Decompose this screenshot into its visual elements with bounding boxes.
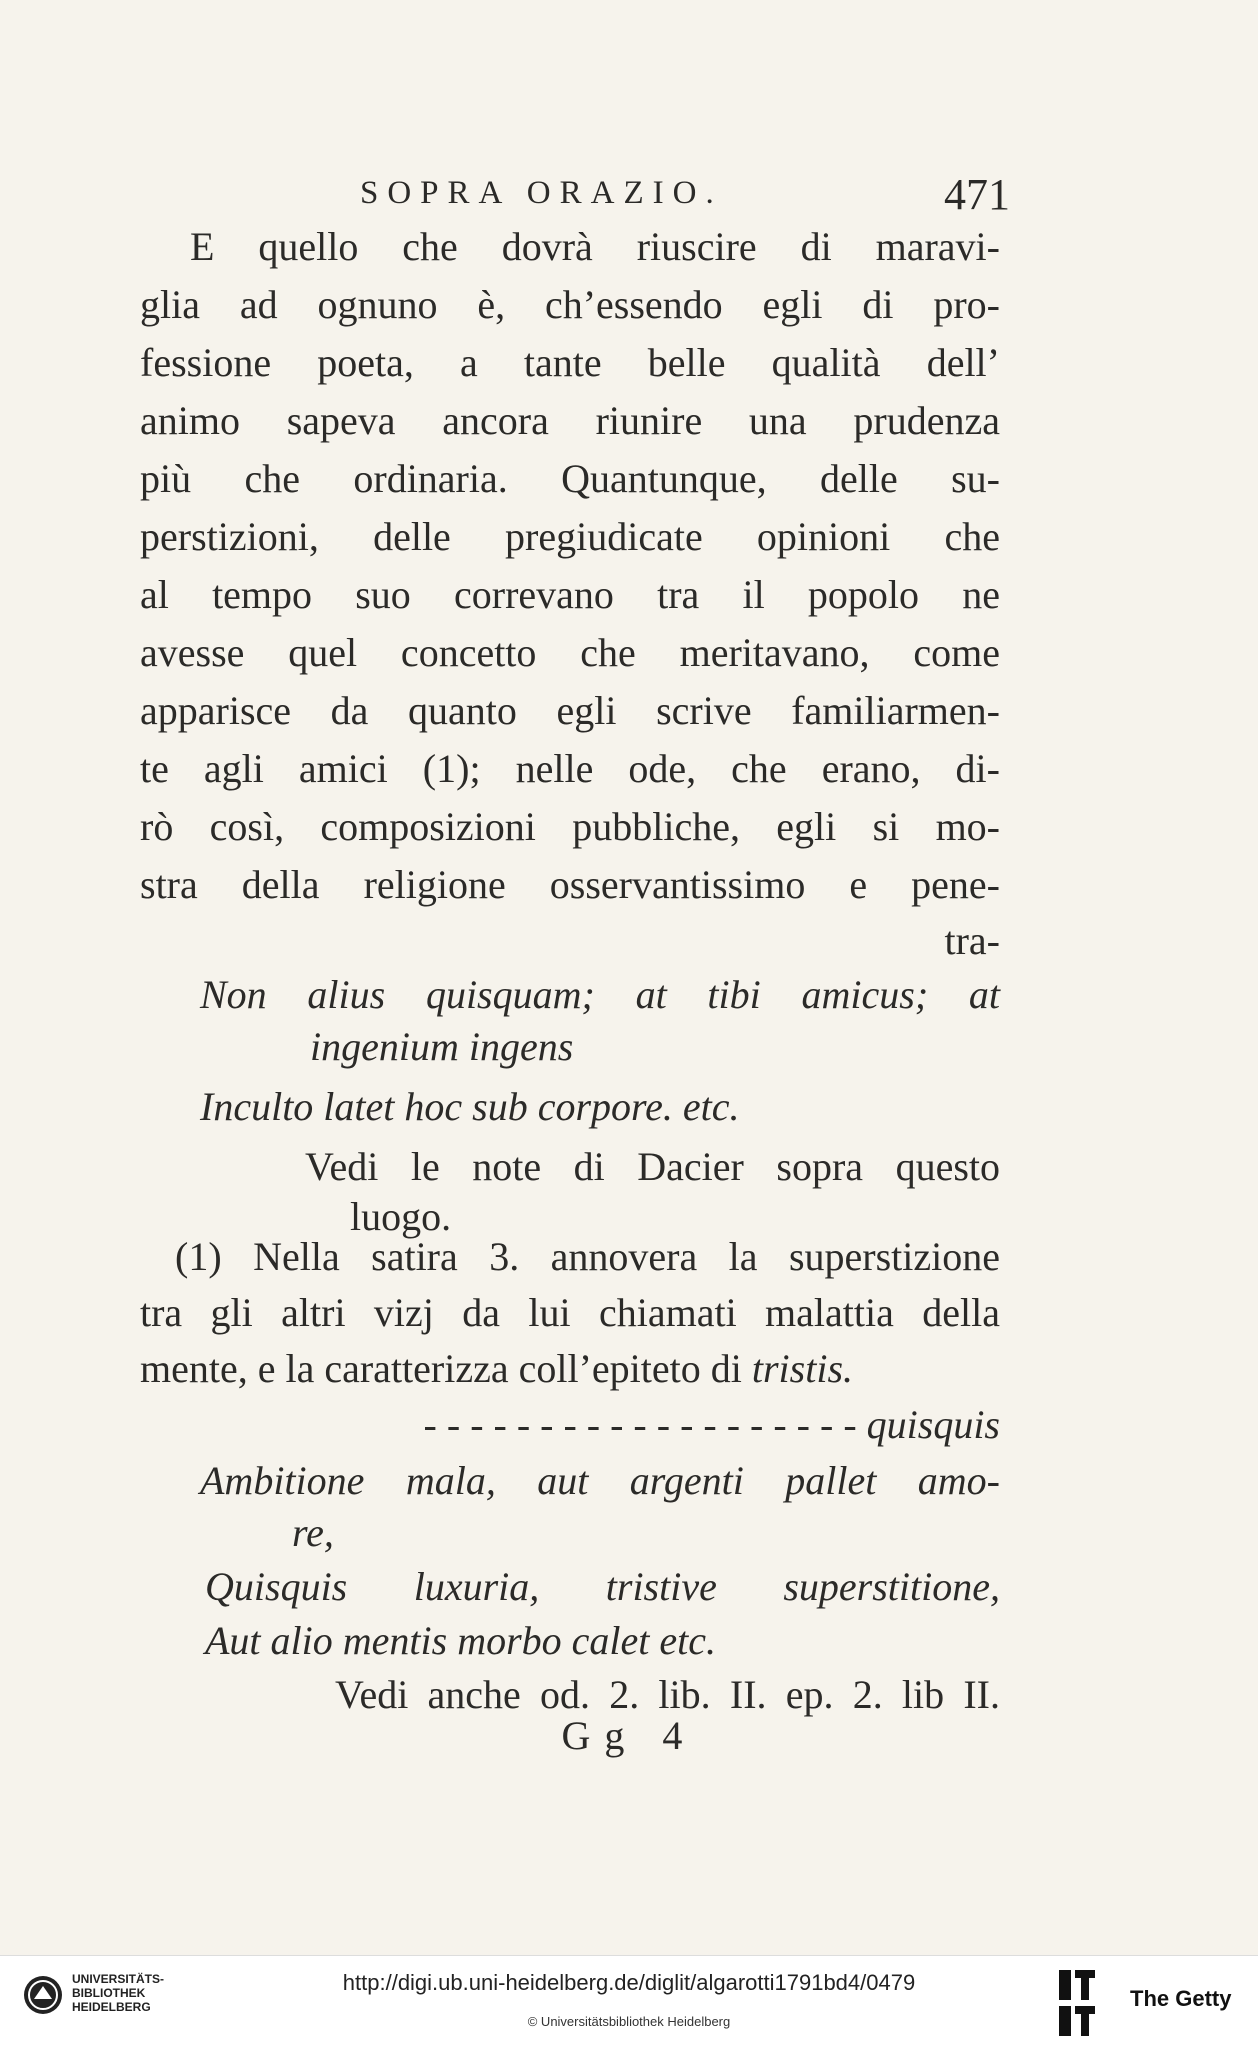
reference-line: luogo. [350, 1194, 452, 1239]
body-line: fessione poeta, a tante belle qualità dell’ [140, 340, 1000, 385]
permalink-url[interactable]: http://digi.ub.uni-heidelberg.de/diglit/algarotti1791bd4/0479 [342, 1970, 916, 1995]
footnote-term: tristis. [751, 1346, 854, 1391]
library-name-line: HEIDELBERG [72, 2000, 151, 2014]
footnote-line: tra gli altri vizj da lui chiamati malattia della [140, 1290, 1000, 1335]
body-line: più che ordinaria. Quantunque, delle su- [140, 456, 1000, 501]
footnote-line: (1) Nella satira 3. annovera la superstizione [175, 1234, 1000, 1279]
page-header [360, 170, 1010, 225]
quote-line: Inculto latet hoc sub corpore. etc. [200, 1084, 740, 1129]
body-line: rò così, composizioni pubbliche, egli si mo- [140, 804, 1000, 849]
body-line: al tempo suo correvano tra il popolo ne [140, 572, 1000, 617]
quote-line: - - - - - - - - - - - - - - - - - - - quisquis [423, 1402, 1000, 1447]
footnote-text: mente, e la caratterizza coll’epiteto di [140, 1346, 742, 1391]
reference-line: Vedi le note di Dacier sopra questo [305, 1144, 1000, 1189]
footnote-line [140, 1342, 1000, 1396]
printer-signature: Gg 4 [561, 1713, 697, 1758]
body-line: te agli amici (1); nelle ode, che erano, di- [140, 746, 1000, 791]
running-title: SOPRA ORAZIO. [360, 175, 723, 211]
quote-line: Aut alio mentis morbo calet etc. [205, 1618, 717, 1663]
reference-line: Vedi anche od. 2. lib. II. ep. 2. lib II. [335, 1672, 1000, 1717]
library-name-line: BIBLIOTHEK [72, 1986, 146, 2000]
quote-line: ingenium ingens [310, 1024, 574, 1069]
body-line: E quello che dovrà riuscire di maravi- [190, 224, 1000, 269]
body-line: perstizioni, delle pregiudicate opinioni che [140, 514, 1000, 559]
body-line: stra della religione osservantissimo e pene- [140, 862, 1000, 907]
body-line: apparisce da quanto egli scrive familiarmen- [140, 688, 1000, 733]
body-line: animo sapeva ancora riunire una prudenza [140, 398, 1000, 443]
body-line: glia ad ognuno è, ch’essendo egli di pro- [140, 282, 1000, 327]
copyright-notice: © Universitätsbibliothek Heidelberg [527, 2014, 731, 2029]
footer-bar [0, 1955, 1258, 2048]
getty-logo-icon [1057, 1968, 1097, 2038]
quote-line: Quisquis luxuria, tristive superstitione, [205, 1564, 1000, 1609]
quote-line: Ambitione mala, aut argenti pallet amo- [200, 1458, 1000, 1503]
library-name-line: UNIVERSITÄTS- [72, 1972, 165, 1986]
partner-name: The Getty [1130, 1986, 1232, 2011]
page-number: 471 [944, 170, 1010, 219]
catchword: tra- [944, 918, 1000, 963]
body-line: avesse quel concetto che meritavano, come [140, 630, 1000, 675]
quote-line: re, [292, 1510, 334, 1555]
quote-line: Non alius quisquam; at tibi amicus; at [200, 972, 1000, 1017]
